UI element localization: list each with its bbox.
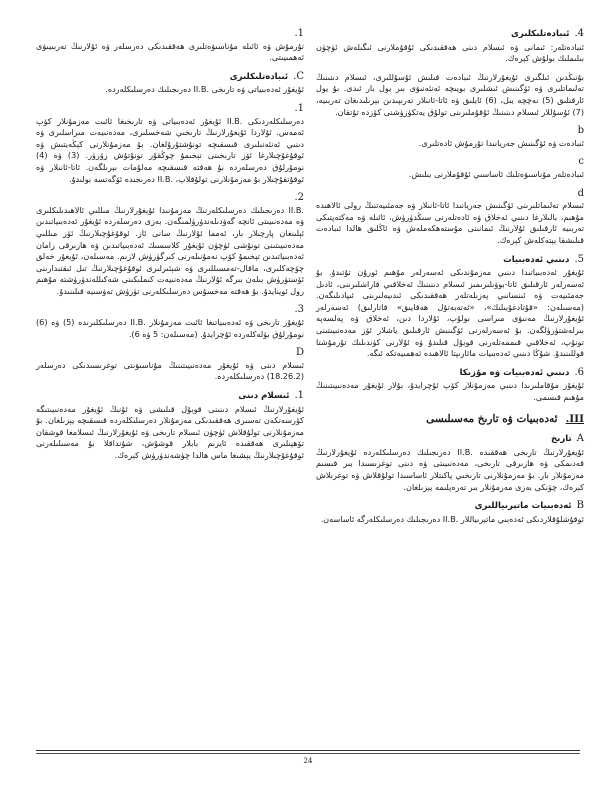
paragraph-block [36,347,304,383]
paragraph-heading [36,28,304,40]
paragraph-heading [316,125,584,137]
section-title: ئەدەبىيات ۋە تارىخ مەسىلىسى [426,412,558,425]
footer-rule [36,750,580,751]
right-blocks [316,28,584,404]
paragraph-text: ئىسلام تەلىماتلىرىنى ئۆگىنىش جەريانىدا ئاتا-ئانىلار ۋە جەمئىيەتنىڭ رولى ئالاھىدە مۇھىم، بالىلارغا دىنىي ئەخلاق ۋە ئادەتلەرنى سىڭدۈرۈش، ئائىلە ۋە مەكتەپتىكى تەربىيە ئارقىلىق ئۇلارنىڭ ئىمانىنى مۇستەھكەملەش ۋە ئاڭلىق ھالدا ئىبادەت قىلىشقا يېتەكلەش كېرەك. [316,200,584,245]
paragraph-heading [316,254,584,267]
paragraph-block [36,192,304,297]
paragraph-title: دىنىي ئەدەبىيات [503,254,570,265]
paragraph-marker: 1. [294,102,304,114]
paragraph-block [36,390,304,462]
paragraph-block [316,28,584,65]
paragraph-text: ئۇيغۇرلارنىڭ ئىسلام دىنىنى قوبۇل قىلىشى ۋە ئۇنىڭ ئۇيغۇر مەدەنىيىتىگە كۆرسەتكەن تەسىرى ھەققىدىكى مەزمۇنلار دەرسلىكلەردە قىسقىچە يېزىلغان. بۇ مەزمۇنلارنى تولۇقلاش ئۈچۈن ئىسلام تارىخى ۋە ئۇيغۇرلارنىڭ ئىسلامغا قوشقان تۆھپىلىرى ھەققىدە ئايرىم بابلار قوشۇش، شۇنداقلا بۇ مەسىلىلەرنى ئوقۇغۇچىلارنىڭ يېشىغا ماس ھالدا چۈشەندۈرۈش كېرەك. [36,403,304,460]
paragraph-text: ئىسلام دىنى ۋە ئۇيغۇر مەدەنىيىتىنىڭ مۇناسىۋىتى توغرىسىدىكى دەرسلەر (18.26.2) دەرسلىكلەردە. [36,359,304,382]
right-column [316,28,584,532]
paragraph-block [36,28,304,64]
paragraph-text: ئۇيغۇرلارنىڭ تارىخى ھەققىدە .II.B دەرىجىلىك دەرسلىكلەردە ئۇيغۇرلارنىڭ قەدىمكى ۋە ھازىرقى تارىخى، مەدەنىيىتى ۋە دىنى توغرىسىدا بىر قىسىم مەزمۇنلار بار. بۇ مەزمۇنلارنى تارىخىي پاكىتلار ئاساسىدا تولۇقلاش ۋە توغرىلاش كېرەك، چۈنكى بەزى مەزمۇنلار بىر تەرەپلىمە يېزىلغان. [316,446,584,492]
paragraph-text: ئۇيغۇر ئەدەبىياتى ۋە تارىخى .II.B دەرىجىلىك دەرسلىكلەردە. [105,84,304,95]
paragraph-marker: d [577,187,584,199]
paragraph-marker: 5. [574,253,584,265]
paragraph-title: ئەدەبىيات ماتېرىياللىرى [474,501,572,512]
paragraph-heading [36,103,304,115]
paragraph-block [316,500,584,525]
paragraph-heading [36,347,304,359]
page-number: 24 [303,757,313,765]
paragraph-marker: b [577,125,584,137]
paragraph-text: ئۇيغۇر تارىخى ۋە ئەدەبىياتىغا ئائىت مەزمۇنلار .II.B دەرسلىكلىرىدە (5) ۋە (6) نومۇرلۇق بۆلەكلەردە ئۇچرايدۇ. (مەسىلەن: 5 ۋە 6). [36,317,304,339]
paragraph-block [316,188,584,247]
paragraph-heading [316,367,584,380]
right-after-blocks [316,433,584,525]
left-column [36,28,304,469]
paragraph-block [316,125,584,149]
paragraph-marker: c [578,156,584,168]
paragraph-block [36,304,304,340]
paragraph-marker: 4. [574,28,584,39]
paragraph-heading [316,500,584,513]
paragraph-title: ئىبادەتلىكلىرى [511,29,570,39]
paragraph-heading [36,304,304,316]
paragraph-text: ئوقۇشلۇقلاردىكى ئەدەبىي ماتېرىياللار .II.B دەرىجىلىك دەرسلىكلەرگە ئاساسەن. [320,513,584,524]
paragraph-title: دىنىي ئەدەبىيات ۋە مۇزىكا [459,367,570,378]
paragraph-marker: 3. [294,304,304,316]
paragraph-block [36,103,304,185]
paragraph-heading [316,28,584,41]
paragraph-text: ئىبادەت ۋە ئۆگىنىش جەريانىدا تۇرمۇش ئادەتلىرى. [418,137,584,148]
paragraph-title: تارىخ [550,434,572,445]
paragraph-text: بۇنىڭدىن ئىلگىرى ئۇيغۇرلارنىڭ ئىبادەت قىلىش ئۇسۇللىرى، ئىسلام دىنىنىڭ تەلىماتلىرى ۋە ئۆگىنىش ئىشلىرى بويىچە ئەنئەنىۋى بىر يول بار ئىدى. بۇ يول ئارقىلىق (5) نەچچە يىل، (6) ئايلىق ۋە ئاتا-ئانىلار تەرىپىدىن بېرىلىدىغان تەربىيە، (7) ئۇسۇللار ئىسلام دىنىنىڭ ئۇقۇملىرىنى تولۇق يەتكۈزۈشنى كۆزدە تۇتقان. [316,71,584,117]
paragraph-marker: A [576,433,584,445]
paragraph-block [316,254,584,360]
section-heading [316,414,584,426]
paragraph-title: ئىبادەتلىكلىرى [229,71,289,82]
paragraph-text: ئىبادەتلەر مۇناسىۋەتلىك ئاساسىي ئۇقۇملارنى بىلىش. [408,168,584,179]
paragraph-marker: 1. [294,28,304,39]
paragraph-marker: 2. [294,192,304,204]
paragraph-marker: C. [293,70,304,82]
paragraph-text: دەرسلىكلەردىكى .II.B ئۇيغۇر ئەدەبىياتى ۋە تارىخىغا ئائىت مەزمۇنلار كۆپ ئەمەس. ئۇلاردا ئۇيغۇرلارنىڭ تارىخىي شەخسلىرى، مەدەنىيەت مىراسلىرى ۋە دىنىي ئەنئەنىلىرى قىسقىچە تونۇشتۇرۇلغان. بۇ مەزمۇنلارنى كېڭەيتىش ۋە ئوقۇغۇچىلارغا ئۆز تارىخىنى تېخىمۇ چوڭقۇر تونۇتۇش زۆرۈر. (3) ۋە (4) نومۇرلۇق دەرسلەردە بۇ ھەقتە قىسقىچە مەلۇمات بېرىلگەن. ئاتا-ئانىلار ۋە ئوقۇتقۇچىلار بۇ مەزمۇنلارنى تولۇقلاپ، .II.B دەرىجىدە ئۆگەتسە بولىدۇ. [36,115,304,184]
paragraph-block [36,71,304,96]
paragraph-text: ئىبادەتلەر: ئىمانى ۋە ئىسلام دىنى ھەققىدىكى ئۇقۇملارنى ئىگىلەش ئۈچۈن بىلىملىك بولۇش كېرەك. [316,41,584,64]
paragraph-text: ئۇيغۇر مۇقاملىرىدا دىنىي مەزمۇنلار كۆپ ئۇچرايدۇ، بۇلار ئۇيغۇر مەدەنىيىتىنىڭ مۇھىم قىسمى. [316,380,584,403]
paragraph-title: ئىسلام دىنى [238,391,290,402]
paragraph-block [316,367,584,404]
paragraph-text: ئۇيغۇر ئەدەبىياتىدا دىنىي مەزمۇندىكى ئەسەرلەر مۇھىم ئورۇن تۇتىدۇ. بۇ ئەسەرلەر ئارقىلىق ئاتا-بوۋىلىرىمىز ئىسلام دىنىنىڭ ئەخلاقىي قاراشلىرىنى، ئادىل جەمئىيەت ۋە ئىنسانىي پەزىلەتلەر ھەققىدىكى ئىدىيەلىرىنى ئىپادىلىگەن. (مەسىلەن: «قۇتادغۇبىلىك»، «ئەتەبەتۇل ھەقايىق» قاتارلىق) ئەسەرلەر ئۇيغۇرلارنىڭ مەنىۋى مىراسى بولۇپ، ئۇلاردا دىن، ئەخلاق ۋە پەلسەپە بىرلەشتۈرۈلگەن. بۇ ئەسەرلەرنى ئۆگىنىش ئارقىلىق ياشلار ئۆز مەدەنىيىتىنى تونۇپ، ئەخلاقىي قىممەتلەرنى قوبۇل قىلىدۇ ۋە ئۇلارنى كۈندىلىك تۇرمۇشتا قوللىنىدۇ. شۇڭا دىنىي ئەدەبىيات مائارىپتا ئالاھىدە ئەھمىيەتكە ئىگە. [316,267,584,359]
paragraph-block [316,156,584,180]
paragraph-heading [36,390,304,403]
paragraph-heading [316,156,584,168]
section-number: III. [565,412,584,425]
paragraph-marker: 1. [294,390,304,402]
paragraph-marker: B [576,500,584,512]
paragraph-text: .II.B دەرىجىلىك دەرسلىكلەرنىڭ مەزمۇنىدا ئۇيغۇرلارنىڭ مىللىي ئالاھىدىلىكلىرى ۋە مەدەنىيىتى ئانچە گەۋدىلەندۈرۈلمىگەن. بەزى دەرسلەردە ئۇيغۇر ئەدەبىياتىدىن ئېلىنغان پارچىلار بار، ئەمما ئۇلارنىڭ سانى ئاز. ئوقۇغۇچىلارنىڭ ئۆز مىللىي مەدەنىيىتىنى تونۇشى ئۈچۈن ئۇيغۇر كلاسسىك ئەدەبىياتىدىن ۋە ھازىرقى زامان ئەدەبىياتىدىن تېخىمۇ كۆپ نەمۇنىلەرنى كىرگۈزۈش لازىم. مەسىلەن، ئۇيغۇر خەلق چۆچەكلىرى، ماقال-تەمسىللىرى ۋە شېئىرلىرى ئوقۇغۇچىلارنىڭ تىل ئىقتىدارىنى ئۆستۈرۈش بىلەن بىرگە ئۇلارنىڭ مەدەنىيەت كىملىكىنى شەكىللەندۈرۈشتە مۇھىم رول ئوينايدۇ. بۇ ھەقتە مەخسۇس دەرسلىكلەرنى تۈزۈش تەۋسىيە قىلىنىدۇ. [36,204,304,296]
paragraph-heading [316,433,584,446]
paragraph-heading [316,188,584,200]
paragraph-marker: D [295,347,304,359]
paragraph-heading [36,192,304,204]
paragraph-heading [36,71,304,84]
paragraph-block [316,433,584,493]
paragraph-block [316,72,584,118]
paragraph-text: تۇرمۇش ۋە ئائىلە مۇناسىۋەتلىرى ھەققىدىكى دەرسلەر ۋە ئۇلارنىڭ تەربىيىۋى ئەھمىيىتى. [36,40,304,63]
left-blocks [36,28,304,462]
footer-rule-thin [36,753,580,754]
paragraph-marker: 6. [574,366,584,378]
